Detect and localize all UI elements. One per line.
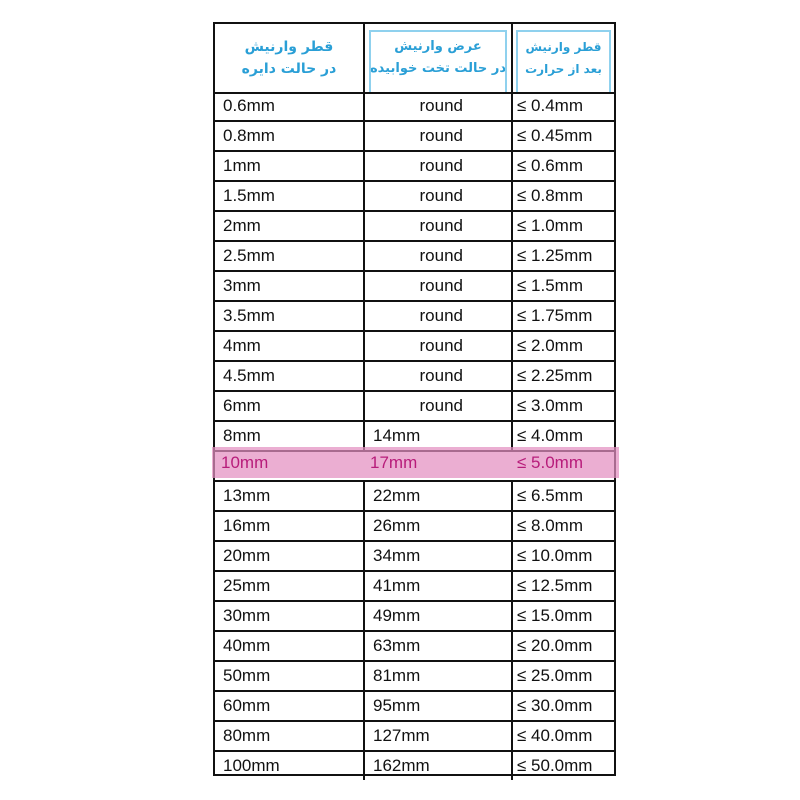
cell-after-heat: ≤ 6.5mm xyxy=(517,486,584,505)
table-row xyxy=(215,332,614,362)
table-row xyxy=(215,122,614,152)
highlight-diameter: 10mm xyxy=(221,453,269,472)
cell-flat-width: 41mm xyxy=(363,572,513,600)
header-diameter-round xyxy=(215,24,363,92)
header-after-line2: بعد از حرارت xyxy=(525,62,602,76)
header-width-line2: در حالت تخت خوابیده xyxy=(370,61,506,76)
cell-diameter: 4mm xyxy=(223,336,261,355)
cell-after-heat: ≤ 1.0mm xyxy=(517,216,584,235)
table-row xyxy=(215,692,614,722)
cell-diameter: 0.8mm xyxy=(223,126,275,145)
header-frame xyxy=(516,30,611,92)
header-diameter-line1: قطر وارنیش xyxy=(244,39,334,55)
cell-flat-width: 22mm xyxy=(363,482,513,510)
cell-flat-width: round xyxy=(363,242,513,270)
table-row xyxy=(215,602,614,632)
cell-diameter: 3mm xyxy=(223,276,261,295)
table-row xyxy=(215,542,614,572)
cell-diameter: 3.5mm xyxy=(223,306,275,325)
cell-diameter: 100mm xyxy=(223,756,280,775)
cell-after-heat: ≤ 1.75mm xyxy=(517,306,593,325)
cell-after-heat: ≤ 2.25mm xyxy=(517,366,593,385)
size-table xyxy=(213,22,616,776)
cell-after-heat: ≤ 12.5mm xyxy=(517,576,593,595)
cell-diameter: 60mm xyxy=(223,696,271,715)
table-row xyxy=(215,302,614,332)
cell-diameter: 4.5mm xyxy=(223,366,275,385)
table-row xyxy=(215,482,614,512)
cell-flat-width: 81mm xyxy=(363,662,513,690)
cell-diameter: 2.5mm xyxy=(223,246,275,265)
cell-diameter: 6mm xyxy=(223,396,261,415)
table-row xyxy=(215,242,614,272)
header-diameter-line2: در حالت دایره xyxy=(241,61,337,77)
cell-diameter: 40mm xyxy=(223,636,271,655)
header-width-flat xyxy=(363,24,513,92)
cell-after-heat: ≤ 10.0mm xyxy=(517,546,593,565)
cell-flat-width: round xyxy=(363,152,513,180)
cell-diameter: 0.6mm xyxy=(223,96,275,115)
cell-after-heat: ≤ 8.0mm xyxy=(517,516,584,535)
cell-flat-width: 63mm xyxy=(363,632,513,660)
cell-flat-width: round xyxy=(363,362,513,390)
cell-diameter: 1mm xyxy=(223,156,261,175)
highlight-width: 17mm xyxy=(370,453,418,472)
cell-flat-width: round xyxy=(363,212,513,240)
cell-flat-width: 162mm xyxy=(363,752,513,780)
cell-after-heat: ≤ 0.6mm xyxy=(517,156,584,175)
table-row xyxy=(215,512,614,542)
table-row xyxy=(215,182,614,212)
cell-flat-width: round xyxy=(363,392,513,420)
cell-after-heat: ≤ 0.8mm xyxy=(517,186,584,205)
cell-diameter: 13mm xyxy=(223,486,271,505)
cell-flat-width: 26mm xyxy=(363,512,513,540)
table-row xyxy=(215,662,614,692)
table-body xyxy=(215,92,614,782)
cell-after-heat: ≤ 15.0mm xyxy=(517,606,593,625)
cell-diameter: 50mm xyxy=(223,666,271,685)
cell-flat-width: 34mm xyxy=(363,542,513,570)
table-row xyxy=(215,752,614,782)
cell-diameter: 20mm xyxy=(223,546,271,565)
cell-flat-width: round xyxy=(363,182,513,210)
table-row xyxy=(215,92,614,122)
cell-flat-width: round xyxy=(363,332,513,360)
cell-flat-width: 127mm xyxy=(363,722,513,750)
cell-after-heat: ≤ 50.0mm xyxy=(517,756,593,775)
table-row xyxy=(215,272,614,302)
table-row xyxy=(215,632,614,662)
cell-flat-width: 95mm xyxy=(363,692,513,720)
table-row xyxy=(215,572,614,602)
cell-diameter: 80mm xyxy=(223,726,271,745)
cell-diameter: 25mm xyxy=(223,576,271,595)
cell-after-heat: ≤ 30.0mm xyxy=(517,696,593,715)
cell-flat-width: 49mm xyxy=(363,602,513,630)
header-width-line1: عرض وارنیش xyxy=(394,39,482,54)
cell-after-heat: ≤ 25.0mm xyxy=(517,666,593,685)
table-row xyxy=(215,392,614,422)
table-row xyxy=(215,212,614,242)
cell-after-heat: ≤ 2.0mm xyxy=(517,336,584,355)
cell-diameter: 1.5mm xyxy=(223,186,275,205)
cell-flat-width: round xyxy=(363,302,513,330)
cell-after-heat: ≤ 40.0mm xyxy=(517,726,593,745)
cell-diameter: 2mm xyxy=(223,216,261,235)
header-after-heat xyxy=(513,24,614,92)
cell-flat-width: 14mm xyxy=(363,422,513,450)
cell-after-heat: ≤ 4.0mm xyxy=(517,426,584,445)
cell-flat-width: round xyxy=(363,122,513,150)
cell-diameter: 30mm xyxy=(223,606,271,625)
header-after-line1: قطر وارنیش xyxy=(525,40,602,54)
cell-after-heat: ≤ 1.25mm xyxy=(517,246,593,265)
cell-after-heat: ≤ 0.45mm xyxy=(517,126,593,145)
cell-flat-width: round xyxy=(363,272,513,300)
table-row xyxy=(215,722,614,752)
highlight-after: ≤ 5.0mm xyxy=(517,453,584,472)
cell-after-heat: ≤ 1.5mm xyxy=(517,276,584,295)
cell-after-heat: ≤ 0.4mm xyxy=(517,96,584,115)
cell-after-heat: ≤ 20.0mm xyxy=(517,636,593,655)
cell-after-heat: ≤ 3.0mm xyxy=(517,396,584,415)
table-row xyxy=(215,152,614,182)
table-header xyxy=(215,24,614,94)
table-row xyxy=(215,362,614,392)
header-frame xyxy=(369,30,507,92)
cell-flat-width: round xyxy=(363,92,513,120)
cell-diameter: 16mm xyxy=(223,516,271,535)
cell-diameter: 8mm xyxy=(223,426,261,445)
